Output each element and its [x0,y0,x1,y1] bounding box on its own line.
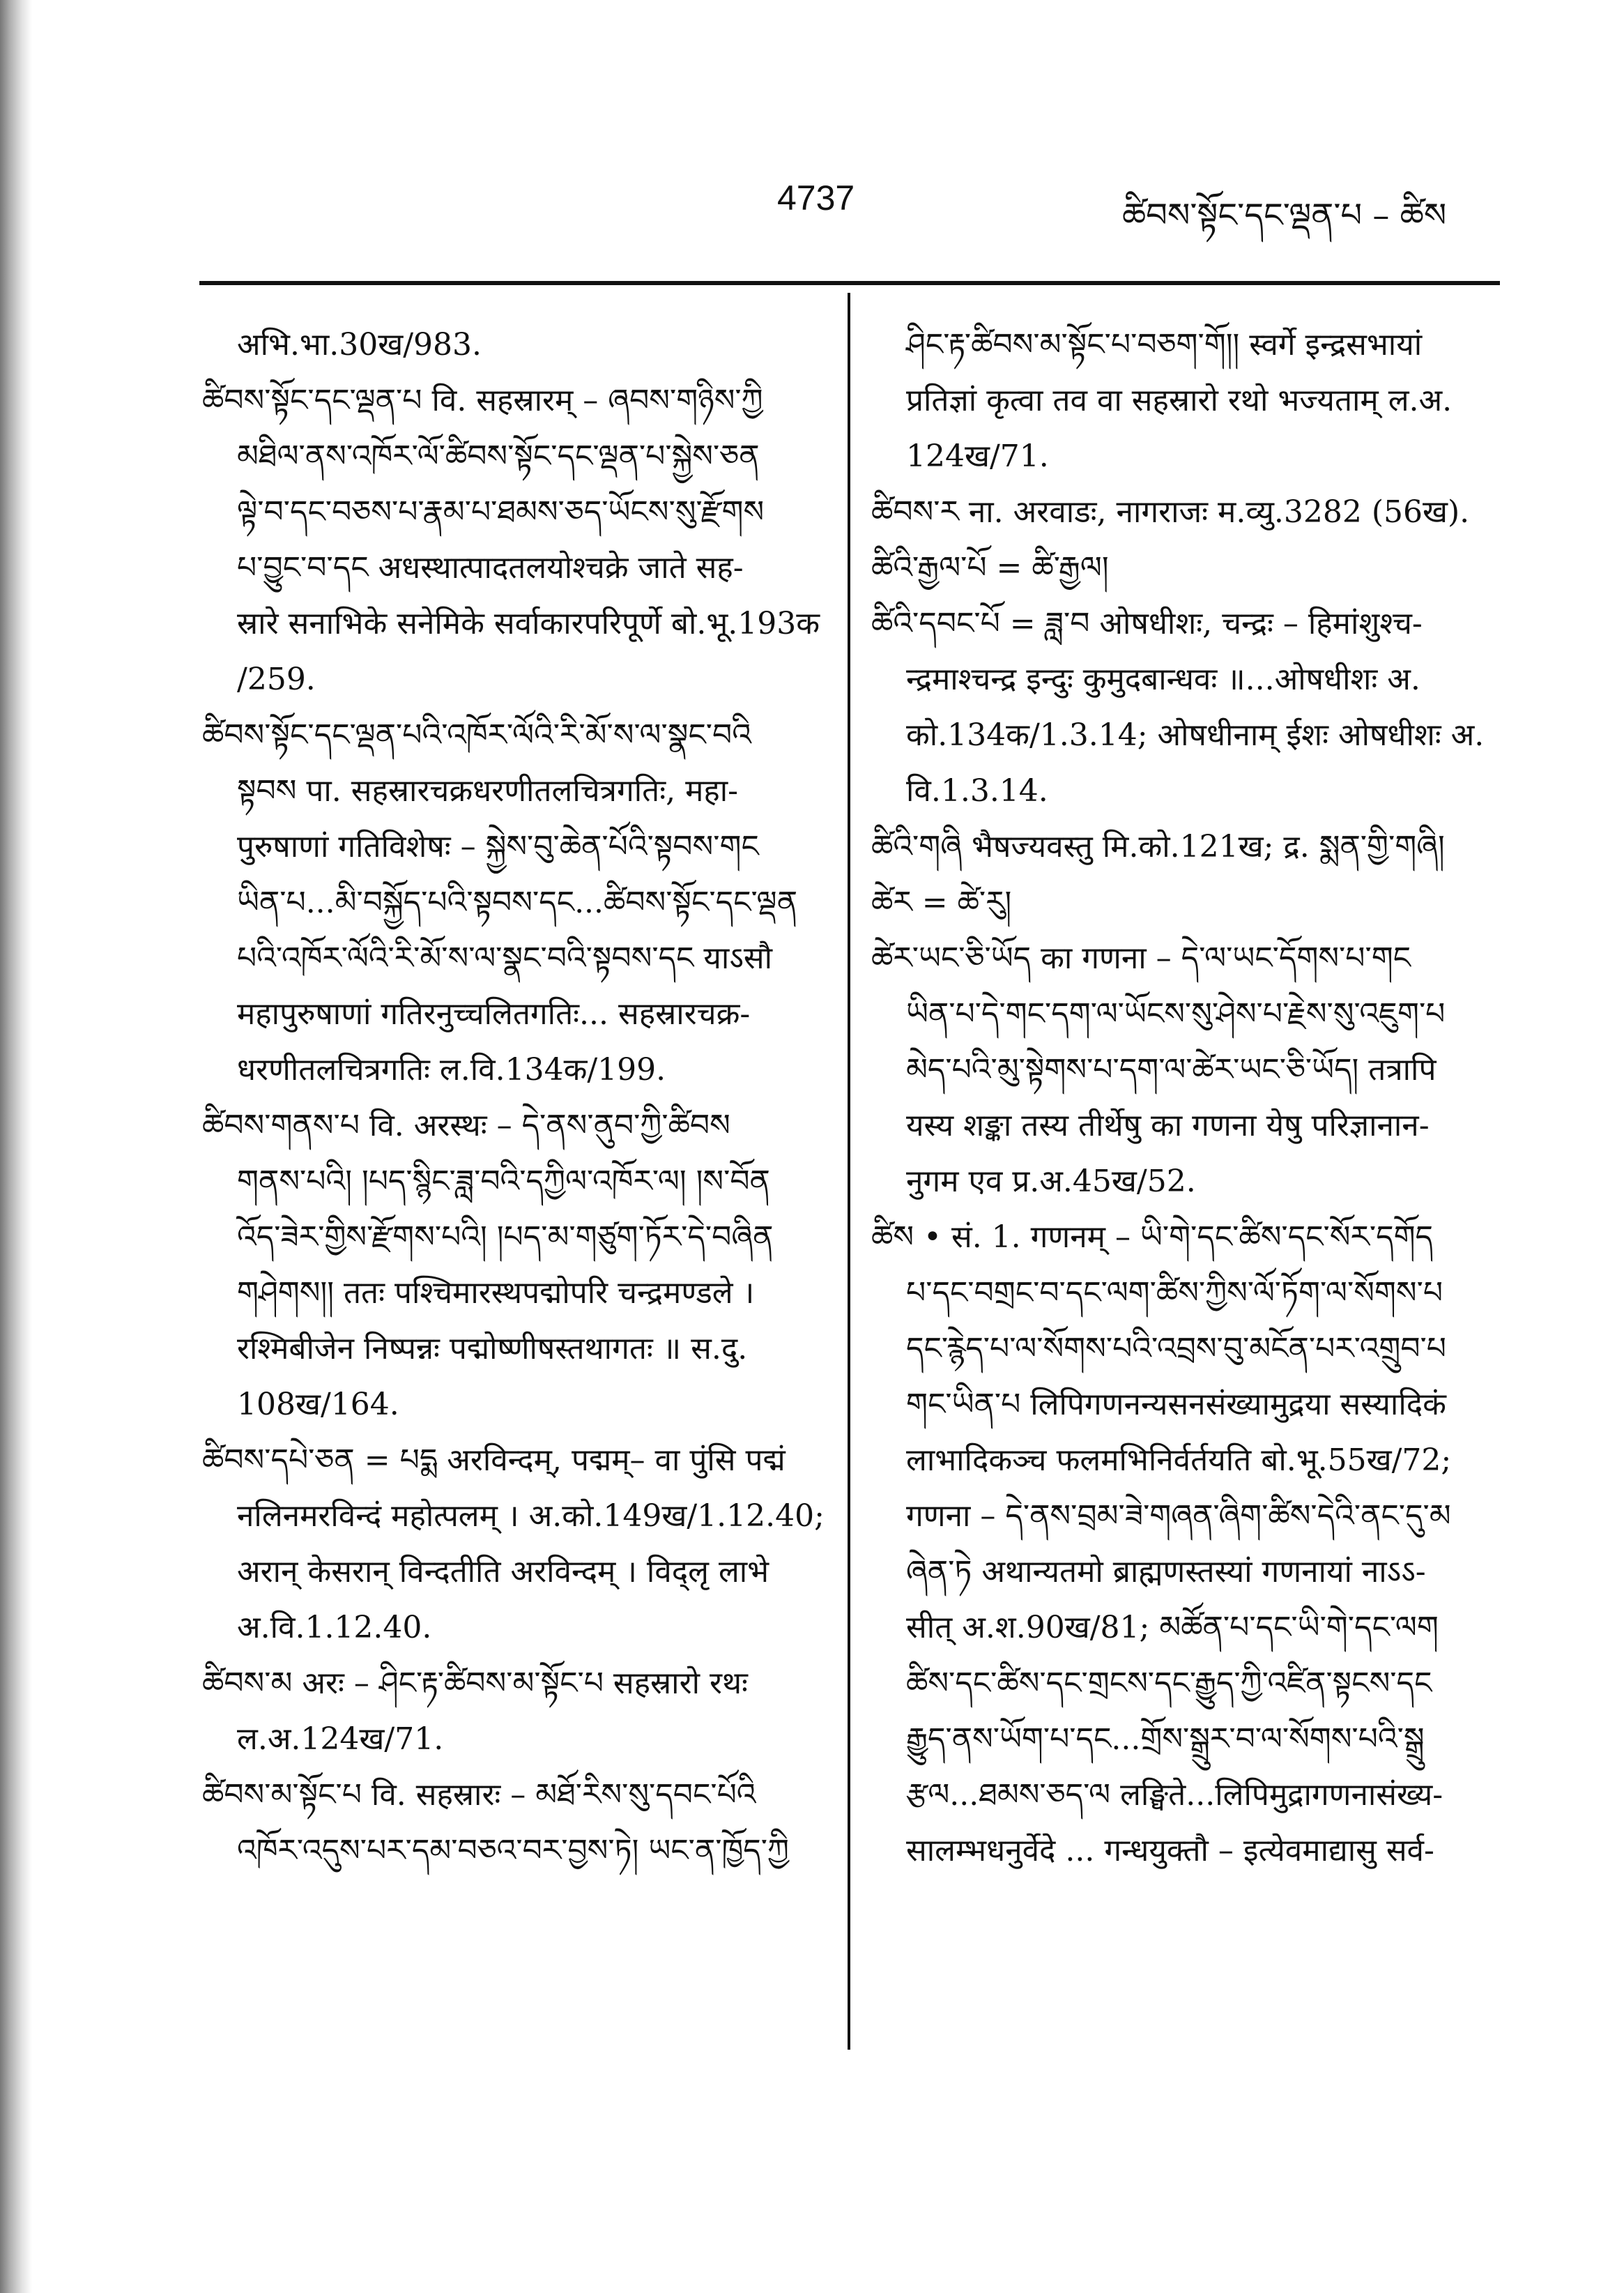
entry-text-line: धरणीतलचित्रगतिः ल.वि.134क/199. [237,1052,666,1088]
entry-text-line: འོད་ཟེར་གྱིས་རྫོགས་པའི། །པད་མ་གཙུག་ཏོར་དེ་བཞིན [237,1219,774,1255]
entry-text-line: पुरुषाणां गतिविशेषः – སྐྱེས་བུ་ཆེན་པོའི་སྟབས་གང [237,829,759,864]
entry-text-line: ཡིན་པ་དེ་གང་དག་ལ་ཡོངས་སུ་ཤེས་པ་རྗེས་སུ་འཇུག་པ [906,996,1446,1032]
entry-headword-line: ཚིབས་མ་སྟོང་པ वि. सहस्रारः – མཐོ་རིས་སུ་དབང་པོའི [202,1777,756,1813]
entry-headword-line: ཚེར་ཡང་ཅི་ཡོད का गणना – དེ་ལ་ཡང་དོགས་པ་གང [871,940,1411,976]
entry-text-line: ཚིས་དང་ཚིས་དང་གྲངས་དང་རྒྱུད་ཀྱི་འཛིན་སྟངས་དང [906,1666,1432,1701]
entry-text-line: ལྟེ་བ་དང་བཅས་པ་རྣམ་པ་ཐམས་ཅད་ཡོངས་སུ་རྫོགས [237,494,765,530]
entry-headword-line: ཚིབས་སྟོང་དང་ལྡན་པའི་འཁོར་ལོའི་རི་མོ་ས་ལ་སྣང་བའི [202,717,751,753]
entry-text-line: 124ख/71. [906,439,1049,474]
entry-headword-line: ཚིབས་སྟོང་དང་ལྡན་པ वि. सहस्रारम् – ཞབས་གཉིས་ཀྱི [202,383,763,418]
entry-text-line: न्द्रमाश्चन्द्र इन्दुः कुमुदबान्धवः ॥...ओषधीशः अ. [906,662,1420,697]
entry-text-line: པ་དང་བགྲང་བ་དང་ལག་ཚིས་ཀྱིས་ལོ་ཏོག་ལ་སོགས་པ [906,1275,1443,1311]
page-number: 4737 [777,178,855,218]
scan-edge-shadow [0,0,32,2293]
entry-headword-line: ཚིའི་དབང་པོ = ཟླ་བ ओषधीशः, चन्द्रः – हिमांशुश्च- [871,606,1423,641]
entry-text-line: नुगम एव प्र.अ.45ख/52. [906,1164,1196,1199]
entry-text-line: པ་བྱུང་བ་དང अधस्थात्पादतलयोश्चक्रे जाते सह- [237,550,744,586]
running-head: ཚིབས་སྟོང་དང་ལྡན་པ – ཚིས [1122,196,1447,235]
entry-headword-line: ཚེར = ཚེ་རུ། [871,885,1012,920]
entry-text-line: महापुरुषाणां गतिरनुच्चलितगतिः... सहस्रारचक्र- [237,996,751,1032]
entry-text-line: लाभादिकञ्च फलमभिनिर्वर्तयति बो.भू.55ख/72; [906,1442,1452,1478]
entry-text-line: स्रारे सनाभिके सनेमिके सर्वाकारपरिपूर्णे बो.भू.193क [237,606,820,641]
entry-text-line: གནས་པའི། །པད་སྙིང་ཟླ་བའི་དཀྱིལ་འཁོར་ལ། །ས་བོན [237,1164,770,1199]
right-column [871,317,1499,1879]
entry-text-line: མཐིལ་ནས་འཁོར་ལོ་ཚིབས་སྟོང་དང་ལྡན་པ་སྐྱེས་ཅན [237,439,760,474]
entry-text-line: वि.1.3.14. [906,773,1048,809]
entry-headword-line: ཚིབས་མ अरः – ཤིང་རྟ་ཚིབས་མ་སྟོང་པ सहस्रारो रथः [202,1666,748,1701]
entry-text-line: གང་ཡིན་པ लिपिगणनन्यसनसंख्यामुद्रया सस्यादिकं [906,1387,1446,1422]
entry-text-line: को.134क/1.3.14; ओषधीनाम् ईशः ओषधीशः अ. [906,717,1485,753]
entry-text-line: གཤེགས།། ततः पश्चिमारस्थपद्मोपरि चन्द्रमण्डले । [237,1275,755,1311]
entry-headword-line: ཚིས • सं. 1. गणनम् – ཡི་གེ་དང་ཚིས་དང་སོར་དགོད [871,1219,1434,1255]
entry-text-line: प्रतिज्ञां कृत्वा तव वा सहस्रारो रथो भज्यताम् ल.अ. [906,383,1453,418]
entry-text-line: སྟབས पा. सहस्रारचक्रधरणीतलचित्रगतिः, महा- [237,773,739,809]
entry-text-line: 108ख/164. [237,1387,399,1422]
entry-text-line: गणना – དེ་ནས་བྲམ་ཟེ་གཞན་ཞིག་ཚིས་དེའི་ནང་དུ་མ [906,1498,1451,1534]
header-rule [199,281,1500,285]
entry-text-line: अरान् केसरान् विन्दतीति अरविन्दम् । विद्लृ लाभे [237,1554,769,1590]
entry-text-line: /259. [237,662,316,697]
column-divider [848,293,850,2050]
entry-text-line: अभि.भा.30ख/983. [237,327,482,363]
entry-text-line: रश्मिबीजेन निष्पन्नः पद्मोष्णीषस्तथागतः ॥ स.दु. [237,1331,748,1366]
entry-text-line: सालम्भधनुर्वेदे ... गन्धयुक्तौ – इत्येवमाद्यासु सर्व- [906,1833,1434,1868]
entry-text-line: མེད་པའི་མུ་སྟེགས་པ་དག་ལ་ཚེར་ཡང་ཅི་ཡོད། तत्रापि [906,1052,1437,1088]
left-column [202,317,829,1879]
entry-headword-line: ཚིའི་རྒྱལ་པོ = ཚི་རྒྱལ། [871,550,1109,586]
entry-text-line: अ.वि.1.12.40. [237,1610,432,1645]
entry-headword-line: ཚིབས་ར ना. अरवाडः, नागराजः म.व्यु.3282 (56ख). [871,494,1470,530]
entry-headword-line: ཚིའི་གཞི भैषज्यवस्तु मि.को.121ख; द्र. སྨན་གྱི་གཞི། [871,829,1445,864]
entry-text-line: རྩལ...ཐམས་ཅད་ལ लङ्घिते...लिपिमुद्रागणनासंख्य- [906,1777,1443,1813]
entry-text-line: པའི་འཁོར་ལོའི་རི་མོ་ས་ལ་སྣང་བའི་སྟབས་དང याऽसौ [237,940,773,976]
entry-text-line: ཞེན་ཏེ अथान्यतमो ब्राह्मणस्तस्यां गणनायां नाऽऽ- [906,1554,1426,1590]
entry-text-line: འཁོར་འདུས་པར་དམ་བཅའ་བར་བྱས་ཏེ། ཡང་ན་ཁྱོད་ཀྱི [237,1833,789,1868]
entry-text-line: ཡིན་པ...མི་བསྐྱོད་པའི་སྟབས་དང...ཚིབས་སྟོང་དང་ལྡན [237,885,798,920]
entry-text-line: नलिनमरविन्दं महोत्पलम् । अ.को.149ख/1.12.40; [237,1498,825,1534]
entry-text-line: ཤིང་རྟ་ཚིབས་མ་སྟོང་པ་བཅག་གོ།། स्वर्गे इन्द्रसभायां [906,327,1423,363]
entry-headword-line: ཚིབས་གནས་པ वि. अरस्थः – དེ་ནས་ནུབ་ཀྱི་ཚིབས [202,1108,730,1143]
entry-text-line: यस्य शङ्का तस्य तीर्थेषु का गणना येषु परिज्ञानान- [906,1108,1430,1143]
entry-text-line: सीत् अ.श.90ख/81; མཚོན་པ་དང་ཡི་གེ་དང་ལག [906,1610,1439,1645]
entry-text-line: རྒྱུད་ནས་ཡོག་པ་དང...གྲོས་སྒྲུར་བ་ལ་སོགས་པའི་སྒྲུ [906,1721,1425,1757]
entry-text-line: དང་རྙེད་པ་ལ་སོགས་པའི་འབྲས་བུ་མངོན་པར་འགྲུབ་པ [906,1331,1446,1366]
entry-text-line: ल.अ.124ख/71. [237,1721,444,1757]
entry-headword-line: ཚིབས་དཔེ་ཅན = པདྨ अरविन्दम्, पद्मम्– वा पुंसि पद्मं [202,1442,786,1478]
